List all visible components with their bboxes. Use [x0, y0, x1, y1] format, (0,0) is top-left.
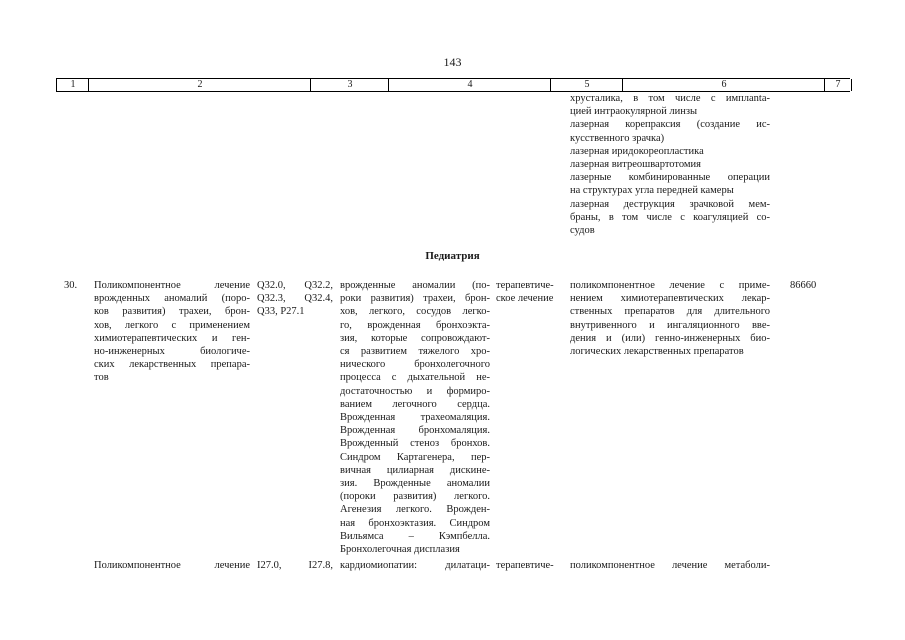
continued-method-line: лазерная корепраксия (создание ис-: [570, 119, 770, 131]
name-line: химиотерапевтических и ген-: [94, 332, 250, 344]
model-line: Синдром Картагенера, пер-: [340, 451, 490, 463]
model-line: Бронхолегочная дисплазия: [340, 544, 460, 556]
name-line: но-инженерных биологиче-: [94, 346, 250, 358]
model-line: Врожденный стеноз бронхов.: [340, 438, 490, 450]
model-line: ся развитием тяжелого хро-: [340, 346, 490, 358]
model-line: зия, которые сопровождают-: [340, 332, 490, 344]
model-line: процесса с дыхательной не-: [340, 372, 490, 384]
column-number-2: 2: [88, 79, 311, 91]
code-line: Q33, P27.1: [257, 306, 305, 318]
method-line: нением химиотерапевтических лекар-: [570, 293, 770, 305]
method-line: логических лекарственных препаратов: [570, 346, 744, 358]
name-line: тов: [94, 372, 109, 384]
continued-method-line: на структурах угла передней камеры: [570, 185, 734, 197]
row-number-text: 30.: [64, 280, 78, 291]
cost-value: 86660: [790, 280, 817, 291]
next-row-name: [94, 559, 250, 572]
model-line: ванием легочного сердца.: [340, 398, 490, 410]
column-number-4: 4: [388, 79, 551, 91]
continued-method-line: лазерная деструкция зрачковой мем-: [570, 198, 770, 210]
model-line: врожденные аномалии (по-: [340, 280, 490, 291]
row-30-cost: [790, 279, 830, 292]
continued-method-line: судов: [570, 225, 595, 237]
model-line: Вильямса – Кэмпбелла.: [340, 530, 490, 542]
model-line: зия. Врожденные аномалии: [340, 478, 490, 490]
name-line: хов, легкого с применением: [94, 319, 250, 331]
model-line: вичная цилиарная дискине-: [340, 464, 490, 476]
continued-method-line: лазерные комбинированные операции: [570, 172, 770, 184]
model-line: го, врожденная бронхоэкта-: [340, 319, 490, 331]
next-row-treatment: [496, 559, 564, 572]
name-line: Поликомпонентное лечение: [94, 280, 250, 291]
continued-method-line: хрусталика, в том числе с имплanta-: [570, 93, 770, 104]
table-header-row: [56, 78, 850, 92]
model-line: Врожденная трахеомаляция.: [340, 412, 490, 424]
next-row-methods: [570, 559, 770, 572]
name-line: ков развития) трахеи, брон-: [94, 306, 250, 318]
continued-method-line: цией интраокулярной линзы: [570, 106, 698, 118]
treatment-line: терапевтиче-: [496, 560, 554, 571]
code-line: I27.0, I27.8,: [257, 560, 333, 571]
model-line: нического бронхолегочного: [340, 359, 490, 371]
continued-method-line: браны, в том числе с коагуляцией со-: [570, 211, 770, 223]
column-number-7: 7: [824, 79, 852, 91]
continued-method-line: лазерная иридокореопластика: [570, 145, 704, 157]
row-30-number: [64, 279, 88, 292]
code-line: Q32.0, Q32.2,: [257, 280, 333, 291]
page-number: 143: [443, 55, 462, 69]
method-line: поликомпонентное лечение метаболи-: [570, 560, 770, 571]
row-30-treatment: [496, 279, 564, 305]
column-number-3: 3: [310, 79, 389, 91]
column-number-5: 5: [550, 79, 623, 91]
continued-method-line: кусственного зрачка): [570, 132, 665, 144]
model-line: хов, легкого, сосудов легко-: [340, 306, 490, 318]
name-line: Поликомпонентное лечение: [94, 560, 250, 571]
code-line: Q32.3, Q32.4,: [257, 293, 333, 305]
method-line: поликомпонентное лечение с приме-: [570, 280, 770, 291]
model-line: (пороки развития) легкого.: [340, 491, 490, 503]
method-line: дения и (или) генно-инженерных био-: [570, 332, 770, 344]
method-line: внутривенного и ингаляционного вве-: [570, 319, 770, 331]
treatment-line: ское лечение: [496, 293, 554, 305]
model-line: Врожденная бронхомаляция.: [340, 425, 490, 437]
row-30-model: [340, 279, 490, 556]
row-30-name: [94, 279, 250, 385]
name-line: ских лекарственных препара-: [94, 359, 250, 371]
column-number-6: 6: [622, 79, 825, 91]
next-row-model: [340, 559, 490, 572]
method-line: ственных препаратов для длительного: [570, 306, 770, 318]
next-row-codes: [257, 559, 333, 572]
model-line: Агенезия легкого. Врожден-: [340, 504, 490, 516]
continued-methods-list: [570, 92, 770, 237]
section-title: Педиатрия: [425, 250, 480, 262]
row-30-codes: [257, 279, 333, 319]
row-30-methods: [570, 279, 770, 358]
model-line: достаточностью и формиро-: [340, 385, 490, 397]
model-line: ная бронхоэктазия. Синдром: [340, 517, 490, 529]
continued-method-line: лазерная витреошвартотомия: [570, 159, 701, 171]
treatment-line: терапевтиче-: [496, 280, 554, 291]
model-line: кардиомиопатии: дилатаци-: [340, 560, 490, 571]
model-line: роки развития) трахеи, брон-: [340, 293, 490, 305]
name-line: врожденных аномалий (поро-: [94, 293, 250, 305]
column-number-1: 1: [56, 79, 89, 91]
